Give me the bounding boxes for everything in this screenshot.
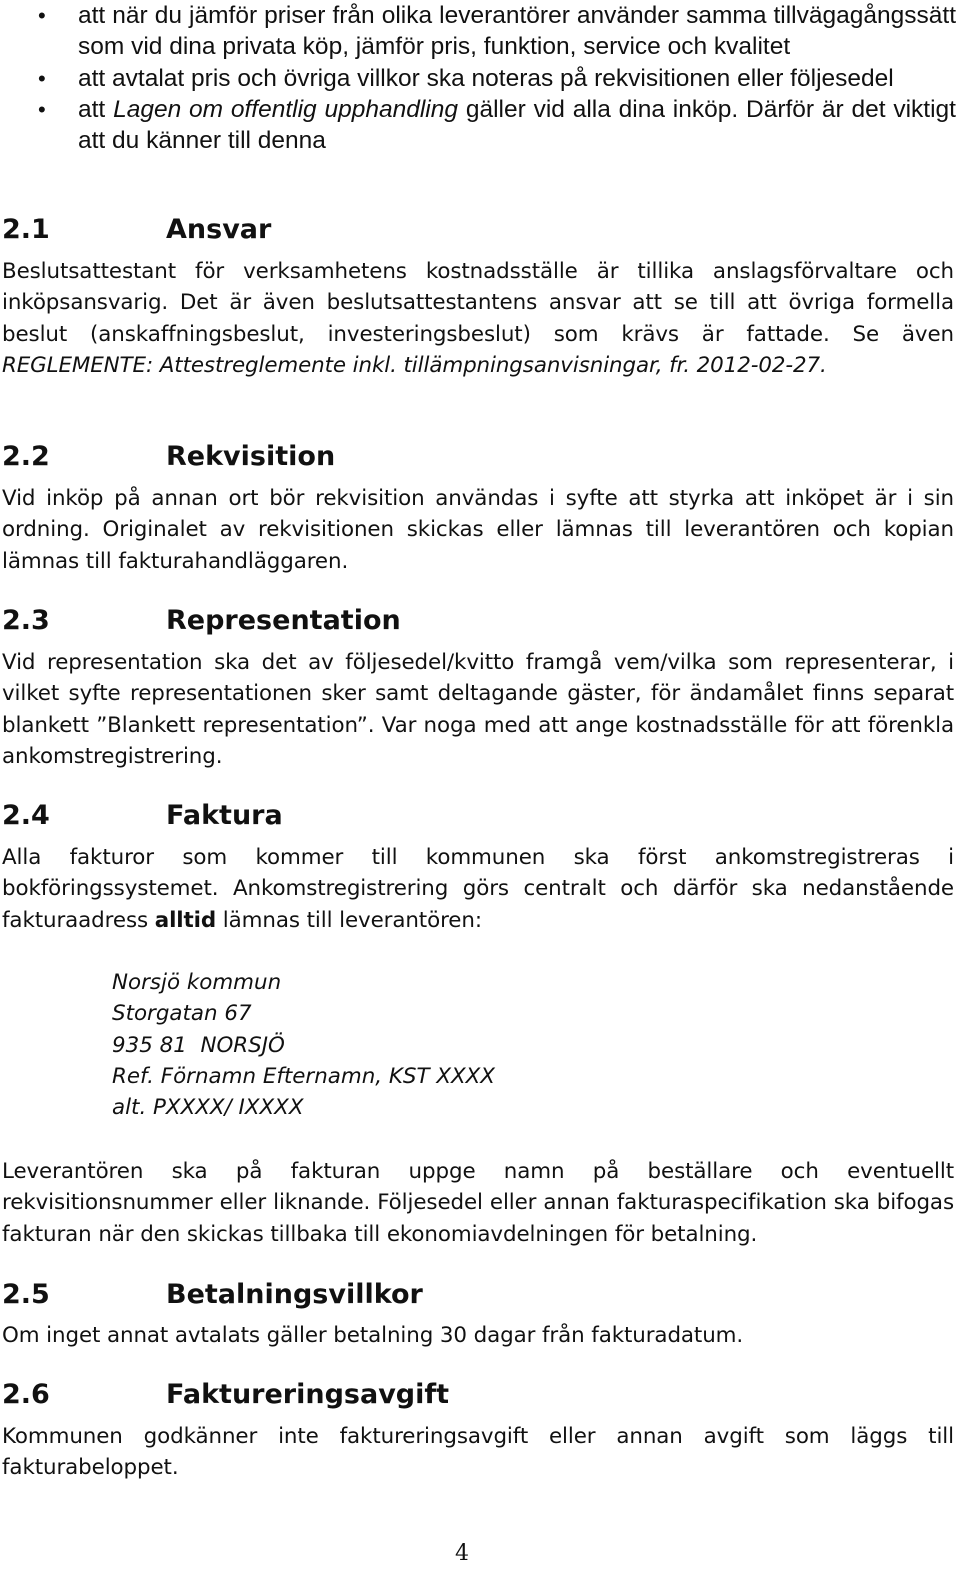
page-number: 4 [455,1541,469,1566]
address-line: 935 81 NORSJÖ [112,1032,285,1058]
section-2-3 [2,605,954,772]
address-line: alt. PXXXX/ IXXXX [112,1095,304,1121]
section-heading: 2.1 Ansvar [2,214,272,245]
section-heading: 2.2 Rekvisition [2,441,336,472]
section-text: Vid representation ska det av följesedel/kvitto framgå vem/vilka som representerar, i vilket syfte representationen sker samt deltagande gäster, för ändamålet finns separat blankett ”Blankett representation”. Var noga med att ange kostnadsställe för att förenkla ankomstregistrering. [2,650,954,769]
section-text: Kommunen godkänner inte faktureringsavgift eller annan avgift som läggs till fakturabeloppet. [2,1424,954,1481]
emphasis-always: alltid [154,907,217,933]
invoice-address [112,967,495,1123]
bullet-list [0,0,956,156]
section-heading: 2.4 Faktura [2,800,283,831]
section-heading: 2.6 Faktureringsavgift [2,1379,450,1410]
section-2-6 [2,1379,954,1484]
address-line: Norsjö kommun [112,970,282,995]
section-2-2 [2,441,954,577]
section-2-1 [2,214,954,381]
invoice-instructions [2,1156,954,1250]
bullet-item: • att Lagen om offentlig upphandling gäller vid alla dina inköp. Därför är det viktigt att du känner till denna [0,94,956,157]
law-name: Lagen om offentlig upphandling [113,95,459,123]
address-line: Ref. Förnamn Efternamn, KST XXXX [112,1063,495,1089]
section-text: Vid inköp på annan ort bör rekvisition användas i syfte att styrka att inköpet är i sin ordning. Originalet av rekvisitionen skickas eller lämnas till leverantören och kopian lämnas till fakturahandläggaren. [2,486,954,574]
bullet-item: • att avtalat pris och övriga villkor ska noteras på rekvisitionen eller följesedel [0,63,956,94]
section-text: Leverantören ska på fakturan uppge namn på beställare och eventuellt rekvisitionsnummer eller liknande. Följesedel eller annan fakturaspecifikation ska bifogas fakturan när den skickas tillbaka till ekonomiavdelningen för betalning. [2,1159,954,1247]
bullet-item: • att när du jämför priser från olika leverantörer använder samma tillvägagångssätt som vid dina privata köp, jämför pris, funktion, service och kvalitet [0,0,956,63]
section-text: Beslutsattestant för verksamhetens kostnadsställe är tillika anslagsförvaltare och inköpsansvarig. Det är även beslutsattestantens ansvar att se till att övriga formella beslut (anskaffningsbeslut, investeringsbeslut) som krävs är fattade. Se även REGLEMENTE: Attestreglemente inkl. tillämpningsanvisningar, fr. 2012-02-27. [2,259,954,378]
address-line: Storgatan 67 [112,1001,252,1027]
section-heading: 2.3 Representation [2,605,401,636]
section-text: Alla fakturor som kommer till kommunen ska först ankomstregistreras i bokföringssystemet. Ankomstregistrering görs centralt och därför ska nedanstående fakturaadress alltid lämnas till leverantören: [2,845,954,933]
section-text: Om inget annat avtalats gäller betalning 30 dagar från fakturadatum. [2,1323,744,1348]
section-2-5 [2,1279,954,1351]
section-2-4 [2,800,954,936]
regulation-reference: REGLEMENTE: Attestreglemente inkl. tillämpningsanvisningar, fr. 2012-02-27. [2,352,827,378]
section-heading: 2.5 Betalningsvillkor [2,1279,423,1310]
